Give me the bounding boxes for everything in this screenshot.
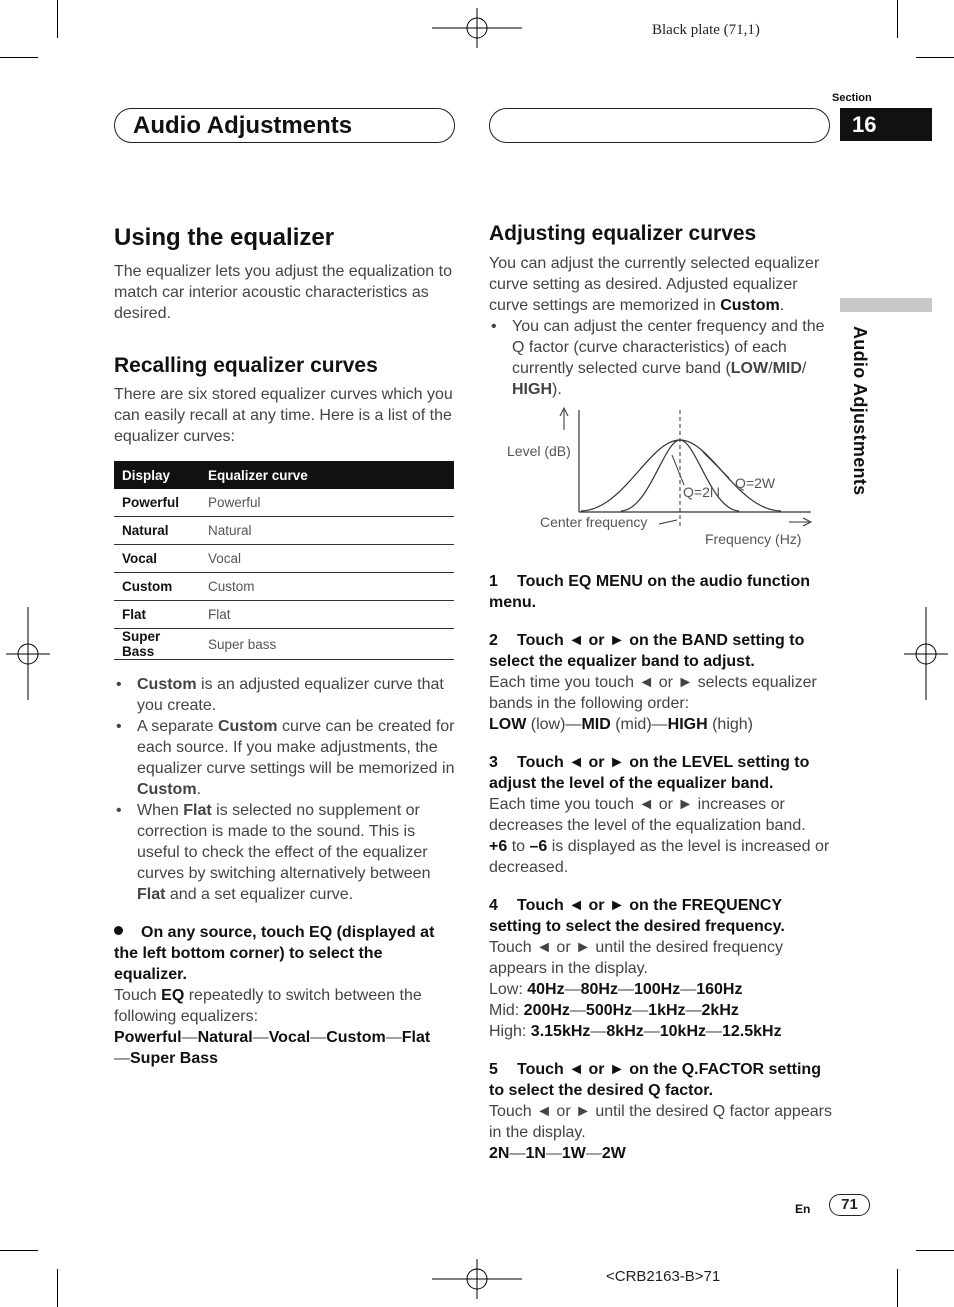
freq-value: 1kHz bbox=[648, 1002, 686, 1019]
center-pointer bbox=[659, 520, 677, 524]
section-number-box bbox=[840, 108, 932, 141]
note-text: and a set equalizer curve. bbox=[165, 886, 354, 903]
list-item bbox=[114, 716, 459, 800]
separator: — bbox=[310, 1029, 327, 1046]
q-value: 1N bbox=[525, 1145, 546, 1162]
freq-label: Low: bbox=[489, 981, 528, 998]
page-language: En bbox=[795, 1202, 811, 1216]
step-number: 4 bbox=[489, 897, 498, 914]
level-max: +6 bbox=[489, 838, 508, 855]
section-label: Section bbox=[832, 92, 872, 104]
freq-value: 200Hz bbox=[523, 1002, 570, 1019]
body-text: to bbox=[507, 838, 530, 855]
separator: — bbox=[680, 981, 697, 998]
table-cell-curve: Super bass bbox=[200, 629, 454, 660]
eq-name: Powerful bbox=[114, 1029, 182, 1046]
separator: — bbox=[385, 1029, 402, 1046]
table-cell-display: Natural bbox=[114, 517, 200, 545]
freq-label: High: bbox=[489, 1023, 531, 1040]
table-header-display: Display bbox=[114, 461, 200, 489]
table-cell-display: Custom bbox=[114, 573, 200, 601]
separator: — bbox=[565, 716, 582, 733]
body-text: Touch bbox=[114, 987, 162, 1004]
note-text: is selected no supplement or correction is made to the sound. This is useful to check the effect of the equalizer curves by switching alternatively between bbox=[137, 802, 431, 882]
separator: — bbox=[632, 1002, 649, 1019]
separator: / bbox=[801, 360, 807, 377]
equalizer-table bbox=[114, 461, 454, 660]
table-row bbox=[114, 629, 454, 660]
separator: — bbox=[114, 1050, 130, 1067]
page-number: 71 bbox=[829, 1194, 870, 1216]
list-item bbox=[114, 674, 459, 716]
separator: — bbox=[509, 1145, 526, 1162]
separator: / bbox=[768, 360, 773, 377]
adjusting-notes bbox=[489, 316, 834, 400]
level-label: Level (dB) bbox=[507, 443, 571, 459]
step-3-body: Each time you touch ◄ or ► increases or decreases the level of the equalization band. bbox=[489, 796, 806, 834]
separator: — bbox=[181, 1029, 198, 1046]
q2n-label: Q=2N bbox=[683, 484, 720, 500]
eq-name: Super Bass bbox=[130, 1050, 219, 1067]
separator: — bbox=[651, 716, 668, 733]
q-narrow-pointer bbox=[672, 455, 684, 485]
frequency-label: Frequency (Hz) bbox=[705, 531, 802, 547]
plate-label: Black plate (71,1) bbox=[652, 22, 760, 38]
eq-sequence bbox=[114, 1027, 459, 1069]
table-row bbox=[114, 517, 454, 545]
eq-name: Vocal bbox=[268, 1029, 311, 1046]
step-5-heading bbox=[489, 1059, 834, 1101]
adjusting-intro bbox=[489, 253, 834, 316]
section-number: 16 bbox=[852, 112, 877, 137]
right-column bbox=[489, 222, 834, 400]
header-title-pill bbox=[114, 108, 455, 143]
term-flat: Flat bbox=[183, 802, 212, 819]
body-text: (low) bbox=[526, 716, 566, 733]
step-4-body: Touch ◄ or ► until the desired frequency appears in the display. bbox=[489, 939, 784, 977]
term-mid: MID bbox=[581, 716, 611, 733]
term-low: LOW bbox=[730, 360, 769, 377]
body-text: . bbox=[779, 297, 785, 314]
step-3-heading bbox=[489, 752, 834, 794]
body-text: is displayed as the level is increased or decreased. bbox=[489, 838, 830, 876]
separator: — bbox=[252, 1029, 269, 1046]
step-heading-text: Touch ◄ or ► on the Q.FACTOR setting to select the desired Q factor. bbox=[489, 1061, 821, 1099]
header-title: Audio Adjustments bbox=[133, 112, 353, 139]
term-flat: Flat bbox=[137, 886, 166, 903]
term-custom: Custom bbox=[217, 718, 278, 735]
frequencies-mid bbox=[489, 1000, 834, 1021]
freq-value: 8kHz bbox=[606, 1023, 644, 1040]
q2w-label: Q=2W bbox=[735, 475, 776, 491]
band-order bbox=[489, 714, 834, 735]
frequencies-high bbox=[489, 1021, 834, 1042]
table-cell-display: Super Bass bbox=[114, 629, 200, 660]
table-header-curve: Equalizer curve bbox=[200, 461, 454, 489]
left-column bbox=[114, 224, 459, 1069]
table-row bbox=[114, 489, 454, 517]
note-text: ). bbox=[552, 381, 562, 398]
table-cell-curve: Vocal bbox=[200, 545, 454, 573]
freq-value: 2kHz bbox=[701, 1002, 739, 1019]
term-custom: Custom bbox=[137, 781, 197, 798]
steps-list bbox=[489, 571, 834, 1164]
freq-value: 500Hz bbox=[585, 1002, 633, 1019]
eq-step-body bbox=[114, 985, 459, 1027]
freq-value: 100Hz bbox=[633, 981, 681, 998]
freq-value: 10kHz bbox=[659, 1023, 706, 1040]
term-mid: MID bbox=[772, 360, 802, 377]
table-cell-curve: Flat bbox=[200, 601, 454, 629]
term-custom: Custom bbox=[137, 676, 197, 693]
step-heading-text: Touch ◄ or ► on the BAND setting to select the equalizer band to adjust. bbox=[489, 632, 805, 670]
eq-name: Natural bbox=[197, 1029, 253, 1046]
footer-code: <CRB2163-B>71 bbox=[606, 1268, 721, 1285]
eq-step-heading bbox=[114, 922, 459, 985]
step-heading-text: Touch ◄ or ► on the LEVEL setting to adjust the level of the equalizer band. bbox=[489, 754, 810, 792]
note-text: A separate bbox=[137, 718, 218, 735]
sidebar-label: Audio Adjustments bbox=[850, 326, 870, 496]
body-text: repeatedly to switch between the following equalizers: bbox=[114, 987, 422, 1025]
equalizer-notes bbox=[114, 674, 459, 905]
using-equalizer-title: Using the equalizer bbox=[114, 224, 335, 251]
step-1-heading bbox=[489, 571, 834, 613]
adjusting-title: Adjusting equalizer curves bbox=[489, 222, 757, 245]
step-heading-text: Touch EQ MENU on the audio function menu. bbox=[489, 573, 811, 611]
separator: — bbox=[569, 1002, 586, 1019]
center-frequency-label: Center frequency bbox=[540, 514, 648, 530]
table-cell-curve: Custom bbox=[200, 573, 454, 601]
body-text: (mid) bbox=[610, 716, 652, 733]
step-heading-text: Touch ◄ or ► on the FREQUENCY setting to select the desired frequency. bbox=[489, 897, 785, 935]
term-high: HIGH bbox=[667, 716, 708, 733]
term-low: LOW bbox=[489, 716, 527, 733]
sidebar-tab-bar bbox=[840, 298, 932, 312]
freq-value: 160Hz bbox=[696, 981, 743, 998]
eq-name: Flat bbox=[401, 1029, 431, 1046]
using-equalizer-intro: The equalizer lets you adjust the equalization to match car interior acoustic characteristics as desired. bbox=[114, 263, 452, 322]
list-item bbox=[489, 316, 834, 400]
table-row bbox=[114, 573, 454, 601]
term-eq: EQ bbox=[161, 987, 185, 1004]
table-cell-display: Powerful bbox=[114, 489, 200, 517]
note-text: When bbox=[137, 802, 184, 819]
step-2-body: Each time you touch ◄ or ► selects equalizer bands in the following order: bbox=[489, 674, 817, 712]
eq-step-heading-text: On any source, touch EQ (displayed at the left bottom corner) to select the equalizer. bbox=[114, 924, 435, 983]
term-custom: Custom bbox=[720, 297, 780, 314]
freq-value: 3.15kHz bbox=[530, 1023, 591, 1040]
step-number: 1 bbox=[489, 573, 498, 590]
separator: — bbox=[564, 981, 581, 998]
body-text: You can adjust the currently selected equalizer curve setting as desired. Adjusted equalizer curve settings are memorized in bbox=[489, 255, 820, 314]
header-empty-pill bbox=[489, 108, 830, 143]
q-value: 2W bbox=[601, 1145, 626, 1162]
q-value: 1W bbox=[561, 1145, 586, 1162]
eq-name: Custom bbox=[326, 1029, 386, 1046]
note-text: curve can be created for each source. If you make adjustments, the equalizer curve settings will be memorized in bbox=[137, 718, 455, 777]
note-text: is an adjusted equalizer curve that you create. bbox=[137, 676, 444, 714]
note-text: You can adjust the center frequency and the Q factor (curve characteristics) of each currently selected curve band ( bbox=[512, 318, 825, 377]
list-item bbox=[114, 800, 459, 905]
recall-title: Recalling equalizer curves bbox=[114, 354, 378, 377]
table-cell-display: Vocal bbox=[114, 545, 200, 573]
step-number: 5 bbox=[489, 1061, 498, 1078]
term-high: HIGH bbox=[512, 381, 552, 398]
freq-label: Mid: bbox=[489, 1002, 524, 1019]
q-value: 2N bbox=[489, 1145, 510, 1162]
step-5-body: Touch ◄ or ► until the desired Q factor appears in the display. bbox=[489, 1103, 832, 1141]
body-text: (high) bbox=[707, 716, 754, 733]
separator: — bbox=[685, 1002, 702, 1019]
eq-curve-diagram bbox=[489, 400, 829, 560]
separator: — bbox=[617, 981, 634, 998]
note-text: . bbox=[196, 781, 202, 798]
freq-value: 12.5kHz bbox=[722, 1023, 782, 1040]
level-min: –6 bbox=[529, 838, 548, 855]
level-range bbox=[489, 836, 834, 878]
table-cell-display: Flat bbox=[114, 601, 200, 629]
table-row bbox=[114, 601, 454, 629]
separator: — bbox=[545, 1145, 562, 1162]
step-number: 3 bbox=[489, 754, 498, 771]
table-cell-curve: Natural bbox=[200, 517, 454, 545]
step-4-heading bbox=[489, 895, 834, 937]
recall-intro: There are six stored equalizer curves which you can easily recall at any time. Here is a list of the equalizer curves: bbox=[114, 386, 453, 445]
step-2-heading bbox=[489, 630, 834, 672]
freq-value: 40Hz bbox=[527, 981, 565, 998]
separator: — bbox=[590, 1023, 607, 1040]
frequencies-low bbox=[489, 979, 834, 1000]
q-wide-pointer bbox=[703, 452, 729, 478]
separator: — bbox=[585, 1145, 602, 1162]
separator: — bbox=[643, 1023, 660, 1040]
separator: — bbox=[706, 1023, 722, 1040]
freq-value: 80Hz bbox=[580, 981, 618, 998]
step-number: 2 bbox=[489, 632, 498, 649]
q-factor-sequence bbox=[489, 1143, 834, 1164]
table-cell-curve: Powerful bbox=[200, 489, 454, 517]
table-row bbox=[114, 545, 454, 573]
bullet-dot-icon bbox=[114, 926, 123, 935]
